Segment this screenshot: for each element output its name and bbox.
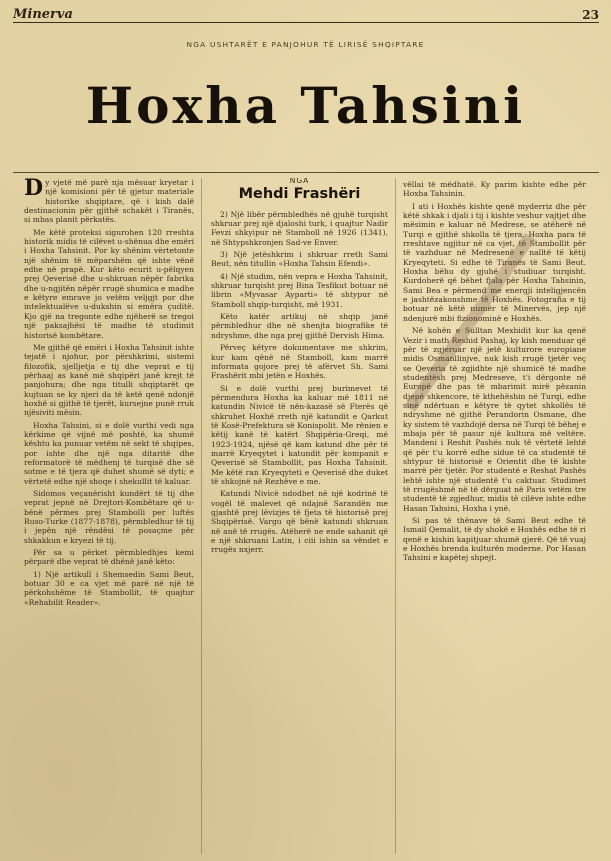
paragraph: Si e dolë vurthi prej burimevet të përmendura Hoxha ka kaluar më 1811 në katundin Nivicë të nën-kazasë së Fterës që shkruhet Hoxhë rreth një katundit e Qarkut të Kosë-Prefektura së Konispolit. Me rënien e këtij kanë të katërt Shqipëria-Greqi, më 1923-1924, njësë që kam katund dhe për të marrë Kryeqytet i katundit për kompanit e Qeverisë së Stambollit, pas Hoxha Tahsinit. Me këtë ran Kryeqyteti e Qeverisë dhe duket të shkojnë në Rezhëve e me. [211,383,388,486]
column-2 [211,178,388,854]
paragraph: Përveç këtyre dokumentave me shkrim, kur kam qënë në Stamboll, kam marrë informata gojore prej të afërvet Sh. Sami Frashërit mbi jetën e Hoxhës. [211,343,388,381]
paragraph: Për sa u përket përmbledhjes kemi përparë dhe veprat të dhënë janë këto: [24,548,194,567]
paragraph: vëllai të mëdhatë. Ky parim kishte edhe për Hoxha Tahsinin. [403,180,586,199]
byline [211,178,388,203]
paragraph: 2) Një libër përmbledhës në gjuhë turqisht shkruar prej një djaloshi turk, i quajtur Nadir Fevzi shkyipur në Stamboll në 1926 (1341), në Shtypshkronjen Sad-ve Enver. [211,209,388,247]
paragraph: 4) Një studim, nën vepra e Hoxha Tahsinit, shkruar turqisht prej Bina Tesfikut botuar në librin «Myvasar Ayparti» të shtypur në Stamboll shqip-turqisht, më 1931. [211,271,388,309]
paragraph: 1) Një artikull i Shemsedin Sami Beut, botuar 30 e ca vjet më parë në një të përkohshëme të Stambollit, të quajtur «Rehabilit Reader». [24,569,194,607]
paragraph: 3) Një jetëshkrim i shkruar rreth Sami Beut, nën titullin «Hoxha Tahsin Efendi». [211,250,388,269]
column-divider-1 [201,178,202,854]
page-number: 23 [582,8,599,22]
author-name: Mehdi Frashëri [238,186,361,203]
paragraph: Këto katër artikuj në shqip janë përmbledhur dhe në shenjta biografike të ndryshme, dhe nga prej gjithë Dervish Hima. [211,312,388,340]
paragraph: Në kohën e Sulltan Mexhidit kur ka qenë Vezir i math Reshid Pashaj, ky kish menduar që për të zgjeruar një jetë kulturore europiane midis Osmanllinjve, nuk kish rrugë tjetër veç se Qeveria të zgjidhte një shumicë të madhe studentësh prej Medreseve, t'i dërgonte në Europë dhe pas të mbarimit mirë pëzanin djepë shkencore, të kthehëshin në Turqi, edhe sinë ndërtuan e këtyre të qytet shkollës të ndryshme në gjithë Perandorin Osmane, dhe ky sistem të vazhdojë dersa në Turqi të bëhej e mbaja për të pasur një kultura më veltëre. Mandeni i Reshit Pashës nuk të vërtetë lehtë që për t'u korrë edhe sidue të ca studentë të shtypur të historisë e Orientit dhe të kishte marrë për tjetër. Por studentë e Reshat Pashës lehtë ishte një studentë t'u caktuar. Studimet të rrugëshmë në të dërguat në Paris vetëm tre studentë të zgjedhur, midis të cilëve ishte edhe Hasan Tahsini, Hoxha i ynë. [403,326,586,513]
column-divider-2 [395,178,396,854]
paragraph: Katundi Nivicë ndodhet në një kodrinë të vogël të malevet që ndajnë Sarandën me gjashtë prej lëvizjes të fjeta të historisë prej Shqipërisë. Vargu që bënë katundi shkruan në anë të rrugës. Atëherë ne ende sahanit që e një shkruani Latin, i ciii ishin sa vëndet e rrugës nxjerr. [211,489,388,555]
drop-cap: D [24,178,44,201]
column-1 [24,178,194,854]
paragraph: I ati i Hoxhës kishte qenë myderriz dhe për këtë shkak i djali i tij i kishte veshur vajtjet dhe mësimin e kaluar në Medrese, se atëherë në Turqi e gjithë shkolla të tjera. Hoxha para të rreshtave ngjitur në ca vjet, të Stambollit për të vazhduar në Medresenë e nalltë të këtij Kryeqyteti. Si edhe të Tiranës të Sami Beut. Hoxha bëhu dy gjuhë i studiuar turqisht. Kurdoherë që bëhet fjala për Hoxha Tahsinin, Sami Bea e përmend me energji inteligjencën e jashtëzakonshme të Hoxhës. Fotografia e tij botuar në këtë numër të Minervës, jep një ndenjurë mbi fizionominë e Hoxhës. [403,201,586,323]
paragraph: Hoxha Tahsini, si e dolë vurthi vedi nga kërkime që vijnë më poshtë, ka shumë kështu ka punuar vetëm në sekt të shqipes, por ishte dhe një nga ditaritë dhe reformatorë të mëdhenj të turqisë dhe së sotme e të tjera që duhet shumë së dyti; e vërtetë edhe një shoqe i shekullit të kaluar. [24,420,194,486]
paragraph: Dy vjetë më parë nja mësuar kryetar i një komisioni për të gjetur materiale historike shqiptare, që i kish dalë destinacionin për gjithë schakët i Tiranës, si mbas planit përkatës. [24,178,194,225]
paragraph: Si pas të thënave të Sami Beut edhe të Ismail Qemalit, të dy shokë e Hoxhës edhe të ri qenë e kishin kapitjuar shumë gjerë. Që të vuaj e Hoxhës brenda kulturën moderne. Por Hasan Tahsini e kapëtej shpejt. [403,516,586,563]
title-rule [13,172,599,173]
byline-prefix: NGA [289,178,310,185]
series-heading: NGA USHTARËT E PANJOHUR TË LIRISË SHQIPTARE [186,40,425,49]
paragraph: Sidomos veçanërisht kundërt të tij dhe veprat jepnë në Drejtori-Kombëtare që u-bënë përmes prej Stambolli per luftës Ruso-Turke (1877-1878), përmbledhur të tij i jepën një rëndësi të posaçme për shkakkun e kryezi të tij. [24,489,194,545]
journal-name: Minerva [13,7,73,22]
paragraph: Me këtë proteksi sigurohen 120 rreshta historik midis të cilëvet u-shënua dhe emëri i Hoxha Tahsinit. Por ky shënim vërtetonte një shënim të mëparshëm që ishte vënë edhe në prapë. Kur këto ecurit u-pëlqyen prej Qeverisë dhe u-shkruan nëpër fabrika dhe u-ngjitën nëpër rrugë shumica e madhe e këtyre emrave jo vetëm veljgjt por dhe intelektualëve u-dukshin si emëra çuditë. Kjo gjë na tregonte edhe njëherë se tregoi një paksajhësi të madhe të studimit historisë kombëtare. [24,227,194,340]
article-title: Hoxha Tahsini [85,76,526,135]
running-header [13,4,599,23]
paragraph: Me gjithë që emëri i Hoxha Tahsinit ishte tejatë i njohur, por përshkrimi, sistemi filozofik, sjelljetja e tij dhe veprat e tij përhaaj as kanë më shqipëri janë krejt të panjohura; dhe nga titulli shqiptarët qe kujtuan se ky njeri da të ketë qenë ndonjë hoxhë si gjithë të tjerët, kursejne punë rruk njësiviti mësin. [24,342,194,418]
